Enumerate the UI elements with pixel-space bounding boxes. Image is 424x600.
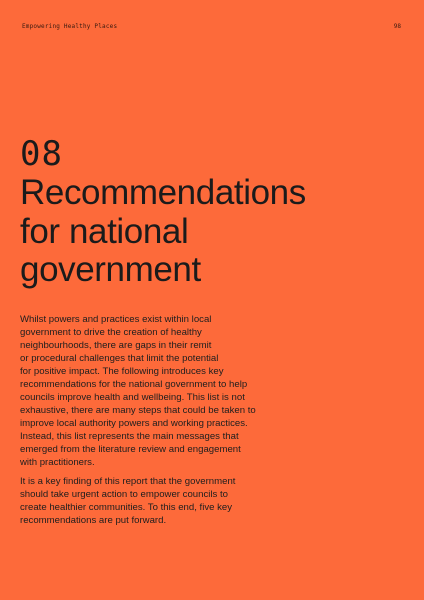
body-line: create healthier communities. To this end, five key: [20, 502, 233, 513]
running-header: Empowering Healthy Places: [22, 23, 118, 30]
body-paragraph: [20, 475, 282, 527]
body-line: should take urgent action to empower councils to: [20, 489, 228, 500]
chapter-number: 08: [20, 134, 63, 174]
chapter-title-line: for national: [20, 211, 189, 251]
body-line: government to drive the creation of healthy: [20, 327, 202, 338]
body-line: or procedural challenges that limit the potential: [20, 353, 219, 364]
body-line: Whilst powers and practices exist within local: [20, 314, 212, 325]
chapter-title-line: Recommendations: [20, 173, 306, 212]
body-line: exhaustive, there are many steps that could be taken to: [20, 405, 256, 416]
page-number: 98: [393, 23, 401, 30]
body-line: with practitioners.: [20, 457, 95, 468]
body-paragraph: [20, 313, 282, 469]
body-line: neighbourhoods, there are gaps in their remit: [20, 340, 212, 351]
body-line: recommendations are put forward.: [20, 515, 167, 526]
body-line: councils improve health and wellbeing. This list is not: [20, 392, 245, 403]
body-line: improve local authority powers and working practices.: [20, 418, 248, 429]
body-line: recommendations for the national government to help: [20, 379, 248, 390]
chapter-title: [20, 174, 410, 290]
chapter-title-line: government: [20, 250, 201, 289]
body-text: [20, 313, 282, 533]
body-line: emerged from the literature review and engagement: [20, 444, 241, 455]
body-line: for positive impact. The following introduces key: [20, 366, 224, 377]
body-line: Instead, this list represents the main messages that: [20, 431, 239, 442]
body-line: It is a key finding of this report that the government: [20, 476, 236, 487]
